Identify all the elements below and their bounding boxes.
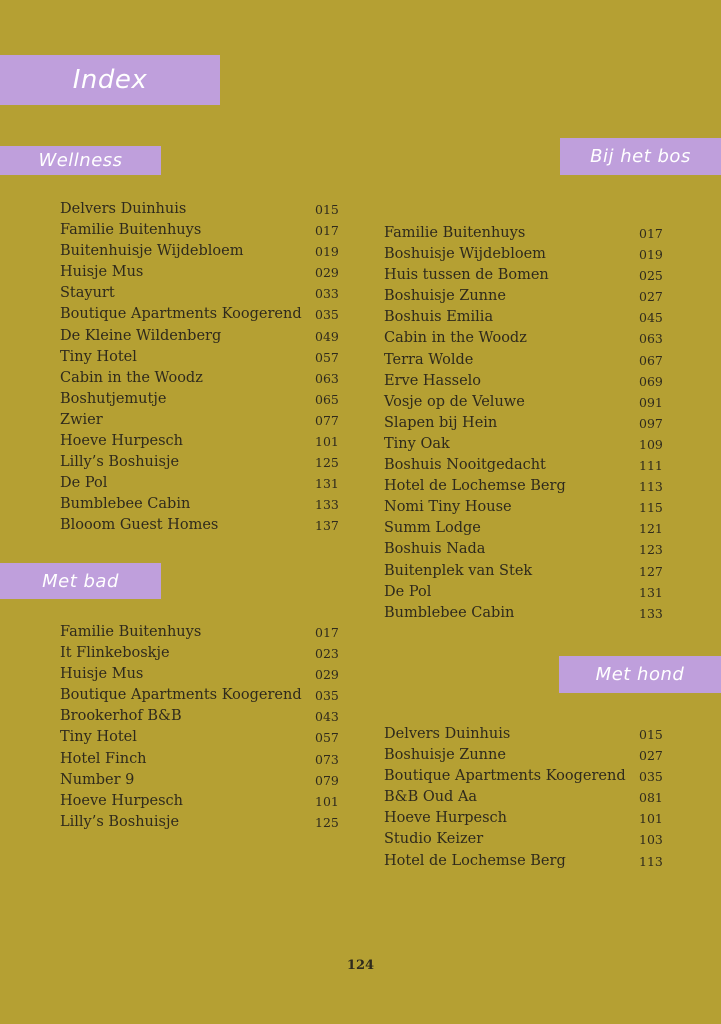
entry-name: Boutique Apartments Koogerend xyxy=(60,687,302,704)
entry-page-number: 101 xyxy=(315,434,339,450)
entry-page-number: 015 xyxy=(639,727,663,742)
entry-name: Blooom Guest Homes xyxy=(60,517,219,534)
entry-name: Tiny Hotel xyxy=(60,729,137,746)
section-heading-wellness: Wellness xyxy=(0,146,161,175)
entry-name: Nomi Tiny House xyxy=(384,499,512,516)
entry-page-number: 045 xyxy=(639,310,663,326)
entry-page-number: 015 xyxy=(315,202,339,217)
list-item xyxy=(60,473,345,494)
entry-page-number: 111 xyxy=(639,458,663,474)
entry-page-number: 103 xyxy=(639,832,663,848)
entry-name: Delvers Duinhuis xyxy=(384,726,511,742)
entry-page-number: 131 xyxy=(639,584,663,600)
entry-name: De Pol xyxy=(60,475,108,492)
entry-name: De Kleine Wildenberg xyxy=(60,327,222,344)
list-item xyxy=(384,851,669,872)
entry-page-number: 017 xyxy=(315,223,339,239)
entry-page-number: 069 xyxy=(639,373,663,389)
entry-page-number: 067 xyxy=(639,352,663,368)
list-item xyxy=(60,410,345,431)
section-heading-met-hond: Met hond xyxy=(559,656,721,693)
list-item xyxy=(384,223,669,244)
entry-name: Boshutjemutje xyxy=(60,390,167,407)
entry-name: Studio Keizer xyxy=(384,831,484,848)
list-item xyxy=(384,829,669,850)
list-item xyxy=(60,749,345,770)
list-item xyxy=(384,603,669,624)
entry-name: Erve Hasselo xyxy=(384,372,482,389)
entry-name: Tiny Oak xyxy=(384,435,450,452)
entry-page-number: 065 xyxy=(315,391,339,407)
list-item xyxy=(60,664,345,685)
entry-name: Hoeve Hurpesch xyxy=(384,810,508,827)
entry-name: Lilly’s Boshuisje xyxy=(60,454,180,471)
list-item xyxy=(60,262,345,283)
list-item xyxy=(60,389,345,410)
entry-name: Hoeve Hurpesch xyxy=(60,433,184,450)
entry-page-number: 115 xyxy=(639,500,663,516)
section-heading-met-bad: Met bad xyxy=(0,563,161,599)
list-item xyxy=(60,347,345,368)
entry-page-number: 127 xyxy=(639,563,663,579)
entry-name: Boshuisje Zunne xyxy=(384,288,506,305)
wellness-list xyxy=(60,199,345,537)
list-item xyxy=(60,199,345,220)
list-item xyxy=(60,241,345,262)
entry-page-number: 049 xyxy=(315,328,339,344)
list-item xyxy=(384,392,669,413)
list-item xyxy=(60,643,345,664)
entry-name: De Pol xyxy=(384,583,432,600)
list-item xyxy=(384,455,669,476)
list-item xyxy=(384,808,669,829)
entry-name: Buitenplek van Stek xyxy=(384,562,533,579)
entry-page-number: 091 xyxy=(639,394,663,410)
list-item xyxy=(60,283,345,304)
entry-page-number: 079 xyxy=(315,772,339,788)
list-item xyxy=(60,431,345,452)
list-item xyxy=(384,724,669,745)
entry-name: Hotel de Lochemse Berg xyxy=(384,478,566,495)
page-number: 124 xyxy=(346,958,375,973)
entry-name: Boshuisje Zunne xyxy=(384,747,506,764)
entry-name: Slapen bij Hein xyxy=(384,414,498,431)
entry-page-number: 123 xyxy=(639,542,663,558)
list-item xyxy=(384,518,669,539)
entry-page-number: 121 xyxy=(639,521,663,537)
list-item xyxy=(384,328,669,349)
entry-page-number: 057 xyxy=(315,730,339,746)
entry-name: Cabin in the Woodz xyxy=(60,369,203,386)
entry-name: Huisje Mus xyxy=(60,666,144,683)
entry-name: Zwier xyxy=(60,411,103,428)
entry-page-number: 035 xyxy=(639,769,663,785)
entry-name: Hotel de Lochemse Berg xyxy=(384,852,566,869)
entry-page-number: 033 xyxy=(315,286,339,302)
entry-page-number: 131 xyxy=(315,476,339,492)
entry-page-number: 133 xyxy=(639,605,663,621)
list-item xyxy=(384,476,669,497)
entry-page-number: 133 xyxy=(315,497,339,513)
entry-page-number: 125 xyxy=(315,814,339,830)
entry-name: Tiny Hotel xyxy=(60,348,137,365)
entry-page-number: 125 xyxy=(315,455,339,471)
entry-name: Lilly’s Boshuisje xyxy=(60,813,180,830)
entry-page-number: 113 xyxy=(639,853,663,869)
entry-name: Boutique Apartments Koogerend xyxy=(60,306,302,323)
list-item xyxy=(384,787,669,808)
list-item xyxy=(384,766,669,787)
entry-page-number: 137 xyxy=(315,518,339,534)
entry-name: Boutique Apartments Koogerend xyxy=(384,768,626,785)
list-item xyxy=(60,220,345,241)
entry-name: B&B Oud Aa xyxy=(384,789,478,806)
entry-page-number: 063 xyxy=(639,331,663,347)
list-item xyxy=(60,494,345,515)
entry-page-number: 081 xyxy=(639,790,663,806)
entry-page-number: 017 xyxy=(315,625,339,640)
list-item xyxy=(60,326,345,347)
entry-name: Boshuis Nooitgedacht xyxy=(384,457,546,474)
section-heading-bij-het-bos: Bij het bos xyxy=(560,138,721,175)
entry-name: Bumblebee Cabin xyxy=(60,496,191,513)
entry-name: Hoeve Hurpesch xyxy=(60,792,184,809)
entry-page-number: 019 xyxy=(639,247,663,263)
list-item xyxy=(60,452,345,473)
entry-page-number: 027 xyxy=(639,748,663,764)
entry-name: Delvers Duinhuis xyxy=(60,201,187,217)
entry-name: Terra Wolde xyxy=(384,351,474,368)
list-item xyxy=(384,286,669,307)
entry-page-number: 073 xyxy=(315,751,339,767)
entry-page-number: 063 xyxy=(315,370,339,386)
entry-page-number: 035 xyxy=(315,307,339,323)
entry-name: Familie Buitenhuys xyxy=(384,225,526,241)
entry-name: Huis tussen de Bomen xyxy=(384,267,549,284)
list-item xyxy=(384,265,669,286)
list-item xyxy=(384,371,669,392)
list-item xyxy=(384,497,669,518)
list-item xyxy=(384,561,669,582)
list-item xyxy=(60,622,345,643)
entry-page-number: 097 xyxy=(639,415,663,431)
list-item xyxy=(60,304,345,325)
entry-page-number: 017 xyxy=(639,226,663,241)
list-item xyxy=(60,791,345,812)
list-item xyxy=(384,307,669,328)
list-item xyxy=(384,582,669,603)
entry-page-number: 057 xyxy=(315,349,339,365)
entry-page-number: 035 xyxy=(315,688,339,704)
entry-page-number: 023 xyxy=(315,646,339,662)
met-bad-list xyxy=(60,622,345,833)
list-item xyxy=(384,350,669,371)
entry-page-number: 077 xyxy=(315,412,339,428)
entry-name: Vosje op de Veluwe xyxy=(384,393,525,410)
entry-page-number: 029 xyxy=(315,265,339,281)
entry-name: Boshuis Nada xyxy=(384,541,486,558)
entry-page-number: 101 xyxy=(315,793,339,809)
entry-name: It Flinkeboskje xyxy=(60,645,170,662)
entry-page-number: 027 xyxy=(639,289,663,305)
entry-name: Brookerhof B&B xyxy=(60,708,182,725)
list-item xyxy=(384,745,669,766)
met-hond-list xyxy=(384,724,669,872)
entry-name: Number 9 xyxy=(60,771,135,788)
entry-page-number: 029 xyxy=(315,667,339,683)
list-item xyxy=(60,515,345,536)
entry-page-number: 101 xyxy=(639,811,663,827)
entry-name: Hotel Finch xyxy=(60,750,147,767)
entry-name: Huisje Mus xyxy=(60,264,144,281)
entry-name: Familie Buitenhuys xyxy=(60,222,202,239)
bij-het-bos-list xyxy=(384,223,669,624)
list-item xyxy=(384,539,669,560)
list-item xyxy=(384,434,669,455)
list-item xyxy=(60,812,345,833)
entry-name: Boshuis Emilia xyxy=(384,309,494,326)
list-item xyxy=(60,706,345,727)
list-item xyxy=(60,685,345,706)
entry-name: Buitenhuisje Wijdebloem xyxy=(60,243,244,260)
entry-page-number: 109 xyxy=(639,436,663,452)
entry-name: Boshuisje Wijdebloem xyxy=(384,246,546,263)
list-item xyxy=(384,413,669,434)
list-item xyxy=(60,770,345,791)
entry-name: Cabin in the Woodz xyxy=(384,330,527,347)
list-item xyxy=(384,244,669,265)
page-title: Index xyxy=(0,55,220,105)
entry-name: Bumblebee Cabin xyxy=(384,604,515,621)
entry-page-number: 025 xyxy=(639,268,663,284)
entry-page-number: 113 xyxy=(639,479,663,495)
entry-name: Stayurt xyxy=(60,285,115,302)
entry-page-number: 043 xyxy=(315,709,339,725)
list-item xyxy=(60,727,345,748)
list-item xyxy=(60,368,345,389)
entry-page-number: 019 xyxy=(315,244,339,260)
entry-name: Summ Lodge xyxy=(384,520,481,537)
entry-name: Familie Buitenhuys xyxy=(60,624,202,640)
